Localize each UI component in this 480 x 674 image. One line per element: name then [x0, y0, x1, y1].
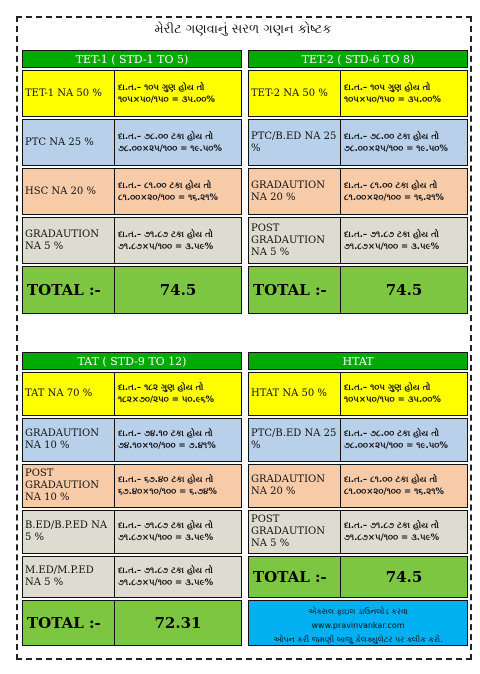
row-calc: દા.ત.– ૭૧.૮૭ ટકા હોય તો ૭૧.૮૭×૫/૧૦૦ = ૩.૫૯%	[118, 521, 214, 543]
row-calc: દા.ત.– ૧૦૫ ગુણ હોય તો ૧૦૫×૫૦/૧૫૦ = ૩૫.૦૦%	[118, 82, 215, 105]
row-calc: દા.ત.– ૭૧.૮૭ ટકા હોય તો ૭૧.૮૭×૫/૧૦૦ = ૩.૫૯%	[344, 229, 440, 252]
row-calc: દા.ત.– ૭૪.૧૦ ટકા હોય તો ૭૪.૧૦×૧૦/૧૦૦ = ૭.૪૧%	[118, 429, 216, 451]
row-calc: દા.ત.– ૮૧.૦૦ ટકા હોય તો ૮૧.૦૦×૨૦/૧૦૦ = ૧૬.૨૧%	[344, 475, 444, 497]
row-calc: દા.ત.– ૧૦૫ ગુણ હોય તો ૧૦૫×૫૦/૧૫૦ = ૩૫.૦૦%	[344, 383, 441, 405]
tet1-row	[22, 168, 242, 215]
page-title: મેરીટ ગણવાનું સરળ ગણન કોષ્ટક	[154, 22, 332, 37]
row-calc: દા.ત.– ૧૦૫ ગુણ હોય તો ૧૦૫×૫૦/૧૫૦ = ૩૫.૦૦%	[344, 82, 441, 105]
tet2-header: TET-2 ( STD-6 TO 8)	[248, 50, 468, 68]
row-label: GRADAUTION NA 10 %	[23, 419, 115, 461]
tet1-table	[22, 50, 242, 314]
row-label: PTC NA 25 %	[23, 120, 115, 165]
total-label: TOTAL :-	[249, 267, 341, 313]
total-value: 74.5	[159, 281, 197, 299]
total-label: TOTAL :-	[23, 601, 115, 645]
htat-row	[248, 372, 468, 416]
info-line-3: ઓપન કરી જમણી બાજુ કેલક્યુલેટર પર ક્લીક કરો.	[273, 635, 443, 644]
tet2-table	[248, 50, 468, 314]
tat-row	[22, 510, 242, 554]
tet2-row	[248, 70, 468, 117]
row-label: GRADAUTION NA 5 %	[23, 218, 115, 263]
row-label: HSC NA 20 %	[23, 169, 115, 214]
tet2-row	[248, 217, 468, 264]
row-label: PTC/B.ED NA 25 %	[249, 419, 341, 461]
row-label: HTAT NA 50 %	[249, 373, 341, 415]
row-label: POST GRADAUTION NA 5 %	[249, 511, 341, 553]
htat-header: HTAT	[248, 352, 468, 370]
row-label: M.ED/M.P.ED NA 5 %	[23, 557, 115, 597]
row-calc: દા.ત.– ૧૮૨ ગુણ હોય તો ૧૮૨×૭૦/૨૫૦ = ૫૦.૯૬%	[118, 383, 215, 405]
htat-row	[248, 418, 468, 462]
tet1-row	[22, 119, 242, 166]
tat-row	[22, 418, 242, 462]
htat-row	[248, 510, 468, 554]
htat-row	[248, 464, 468, 508]
tat-header: TAT ( STD-9 TO 12)	[22, 352, 242, 370]
row-label: GRADAUTION NA 20 %	[249, 169, 341, 214]
row-calc: દા.ત.– ૭૮.૦૦ ટકા હોય તો ૭૮.૦૦×૨૫/૧૦૦ = ૧૯.૫૦%	[118, 131, 222, 154]
total-value: 72.31	[154, 614, 202, 632]
row-label: PTC/B.ED NA 25 %	[249, 120, 341, 165]
tet1-row	[22, 70, 242, 117]
tat-total	[22, 600, 242, 646]
row-calc: દા.ત.– ૭૧.૮૭ ટકા હોય તો ૭૧.૮૭×૫/૧૦૦ = ૩.૫૯%	[118, 566, 214, 588]
download-info-box[interactable]	[248, 600, 468, 646]
row-label: POST GRADAUTION NA 10 %	[23, 465, 115, 507]
tat-row	[22, 372, 242, 416]
row-label: TAT NA 70 %	[23, 373, 115, 415]
tet2-total	[248, 266, 468, 314]
tet1-total	[22, 266, 242, 314]
total-value: 74.5	[385, 281, 423, 299]
tet1-header: TET-1 ( STD-1 TO 5)	[22, 50, 242, 68]
row-calc: દા.ત.– ૭૧.૮૭ ટકા હોય તો ૭૧.૮૭×૫/૧૦૦ = ૩.૫૯%	[344, 521, 440, 543]
total-value: 74.5	[385, 568, 423, 586]
htat-table	[248, 352, 468, 646]
tet1-row	[22, 217, 242, 264]
total-label: TOTAL :-	[23, 267, 115, 313]
row-calc: દા.ત.– ૭૧.૮૭ ટકા હોય તો ૭૧.૮૭×૫/૧૦૦ = ૩.૫૯%	[118, 229, 214, 252]
info-line-1: એક્સલ ફાઇલ ડાઉનલોડ કરવા	[307, 607, 409, 616]
row-calc: દા.ત.– ૬૭.૪૦ ટકા હોય તો ૬૭.૪૦×૧૦/૧૦૦ = ૬.૭૪%	[118, 475, 217, 497]
row-label: POST GRADAUTION NA 5 %	[249, 218, 341, 263]
info-website-link[interactable]: www.pravinvankar.com	[311, 621, 405, 630]
total-label: TOTAL :-	[249, 557, 341, 597]
row-calc: દા.ત.– ૮૧.૦૦ ટકા હોય તો ૮૧.૦૦×૨૦/૧૦૦ = ૧૬.૨૧%	[344, 180, 444, 203]
row-label: GRADAUTION NA 20 %	[249, 465, 341, 507]
tat-row	[22, 464, 242, 508]
row-calc: દા.ત.– ૭૮.૦૦ ટકા હોય તો ૭૮.૦૦×૨૫/૧૦૦ = ૧૯.૫૦%	[344, 429, 448, 451]
tet2-row	[248, 168, 468, 215]
row-label: B.ED/B.P.ED NA 5 %	[23, 511, 115, 553]
htat-total	[248, 556, 468, 598]
tet2-row	[248, 119, 468, 166]
row-calc: દા.ત.– ૭૮.૦૦ ટકા હોય તો ૭૮.૦૦×૨૫/૧૦૦ = ૧૯.૫૦%	[344, 131, 448, 154]
tat-row	[22, 556, 242, 598]
row-calc: દા.ત.– ૮૧.૦૦ ટકા હોય તો ૮૧.૦૦×૨૦/૧૦૦ = ૧૬.૨૧%	[118, 180, 218, 203]
row-label: TET-1 NA 50 %	[23, 71, 115, 116]
row-label: TET-2 NA 50 %	[249, 71, 341, 116]
tat-table	[22, 352, 242, 646]
